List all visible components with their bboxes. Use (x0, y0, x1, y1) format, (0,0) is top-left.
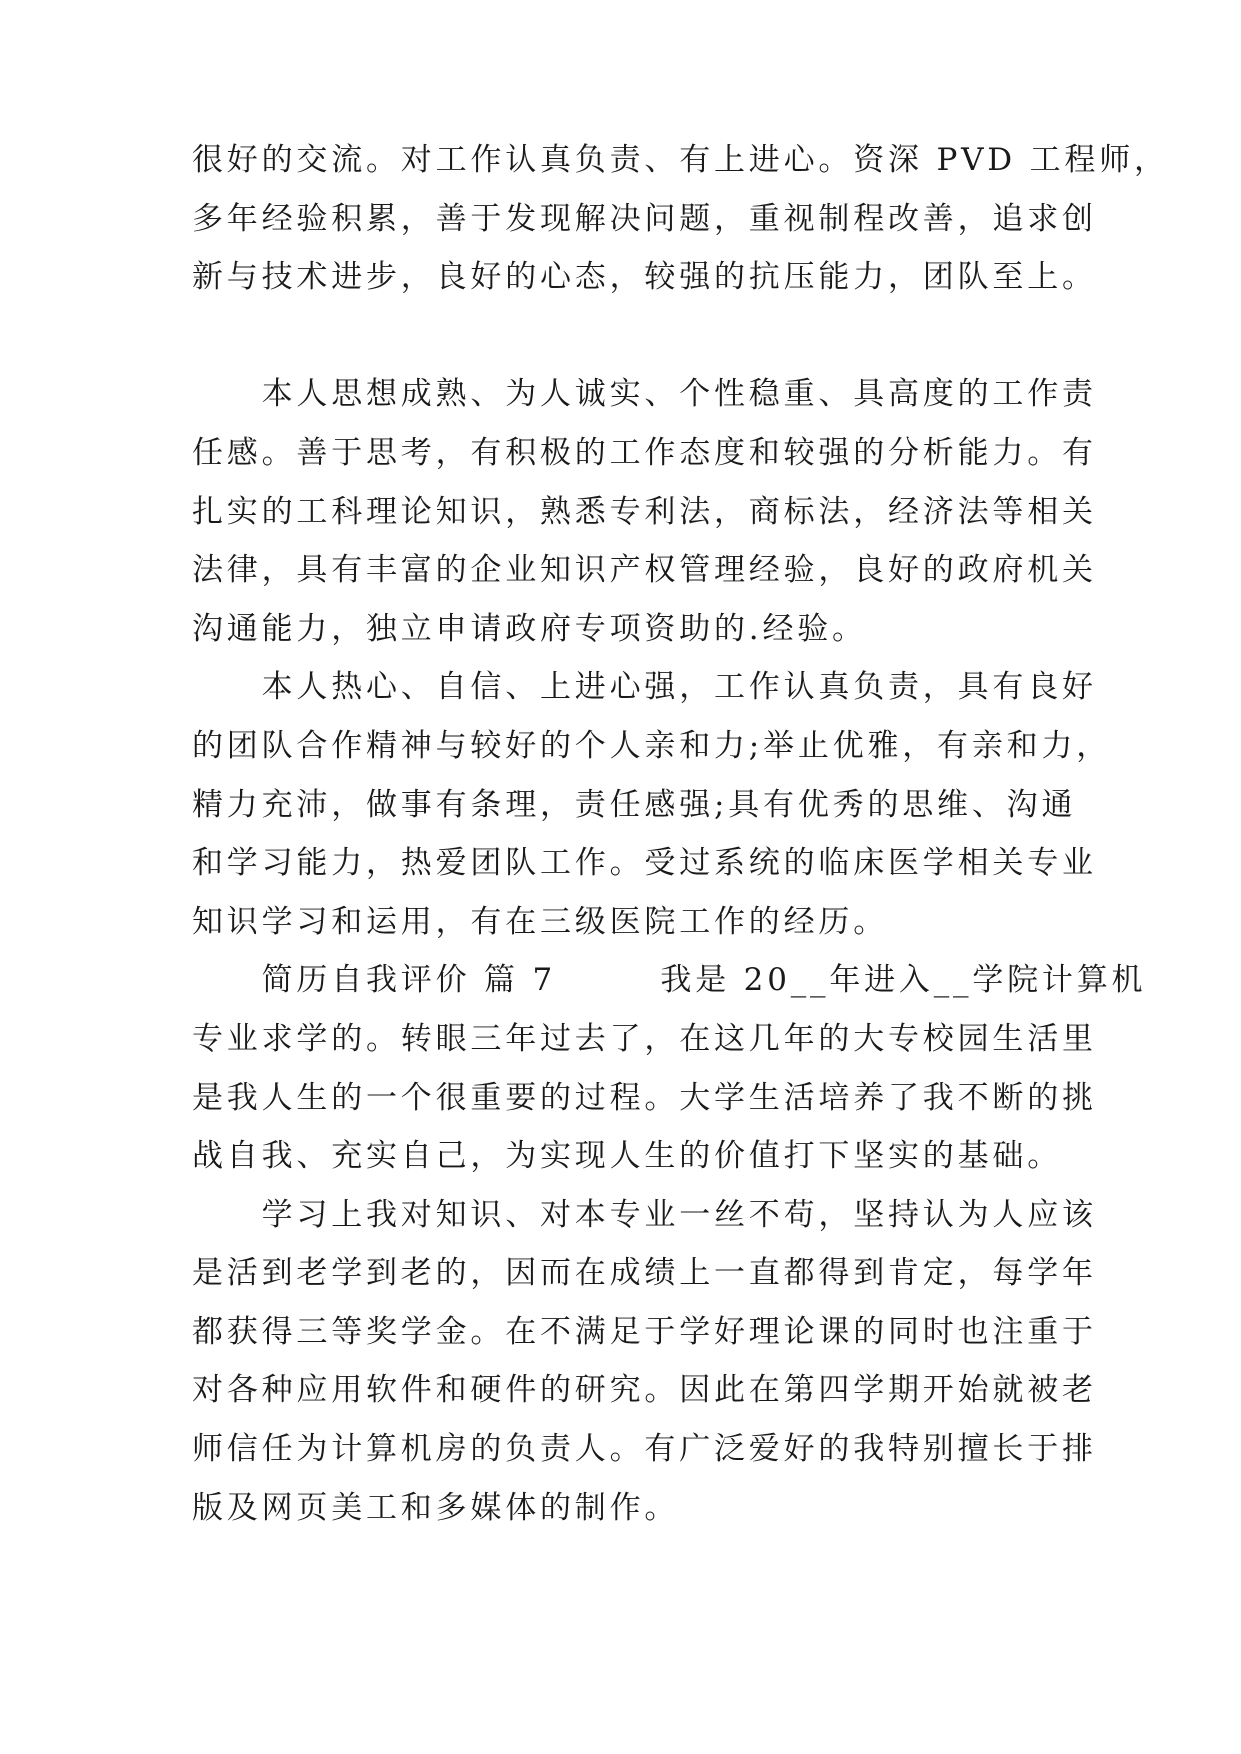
text-line: 和学习能力，热爱团队工作。受过系统的临床医学相关专业 (192, 845, 1097, 882)
text-line: 沟通能力，独立申请政府专项资助的.经验。 (192, 610, 867, 647)
text-line: 本人热心、自信、上进心强，工作认真负责，具有良好 (192, 669, 1097, 706)
text-line: 对各种应用软件和硬件的研究。因此在第四学期开始就被老 (192, 1372, 1097, 1409)
text-line: 法律，具有丰富的企业知识产权管理经验，良好的政府机关 (192, 552, 1097, 589)
text-line: 新与技术进步，良好的心态，较强的抗压能力，团队至上。 (192, 259, 1097, 296)
text-line: 专业求学的。转眼三年过去了，在这几年的大专校园生活里 (192, 1020, 1097, 1057)
section-heading-line: 简历自我评价 篇 7 我是 20__年进入__学院计算机 (192, 962, 1147, 999)
text-line: 本人思想成熟、为人诚实、个性稳重、具高度的工作责 (192, 376, 1097, 413)
text-line: 战自我、充实自己，为实现人生的价值打下坚实的基础。 (192, 1138, 1062, 1175)
text-line: 师信任为计算机房的负责人。有广泛爱好的我特别擅长于排 (192, 1431, 1097, 1468)
text-line: 多年经验积累，善于发现解决问题，重视制程改善，追求创 (192, 200, 1097, 237)
text-line: 学习上我对知识、对本专业一丝不苟，坚持认为人应该 (192, 1196, 1097, 1233)
text-line: 版及网页美工和多媒体的制作。 (192, 1489, 680, 1526)
text-line: 很好的交流。对工作认真负责、有上进心。资深 PVD 工程师， (192, 142, 1169, 178)
text-line: 是我人生的一个很重要的过程。大学生活培养了我不断的挑 (192, 1079, 1097, 1116)
text-line: 的团队合作精神与较好的个人亲和力;举止优雅，有亲和力， (192, 727, 1112, 764)
text-line: 扎实的工科理论知识，熟悉专利法，商标法，经济法等相关 (192, 493, 1097, 530)
text-line: 是活到老学到老的，因而在成绩上一直都得到肯定，每学年 (192, 1255, 1097, 1292)
text-line: 任感。善于思考，有积极的工作态度和较强的分析能力。有 (192, 434, 1097, 471)
text-line: 知识学习和运用，有在三级医院工作的经历。 (192, 903, 888, 940)
blank-line (192, 307, 1092, 366)
text-line: 都获得三等奖学金。在不满足于学好理论课的同时也注重于 (192, 1313, 1097, 1350)
document-body (192, 131, 1169, 1537)
text-line: 精力充沛，做事有条理，责任感强;具有优秀的思维、沟通 (192, 786, 1077, 823)
